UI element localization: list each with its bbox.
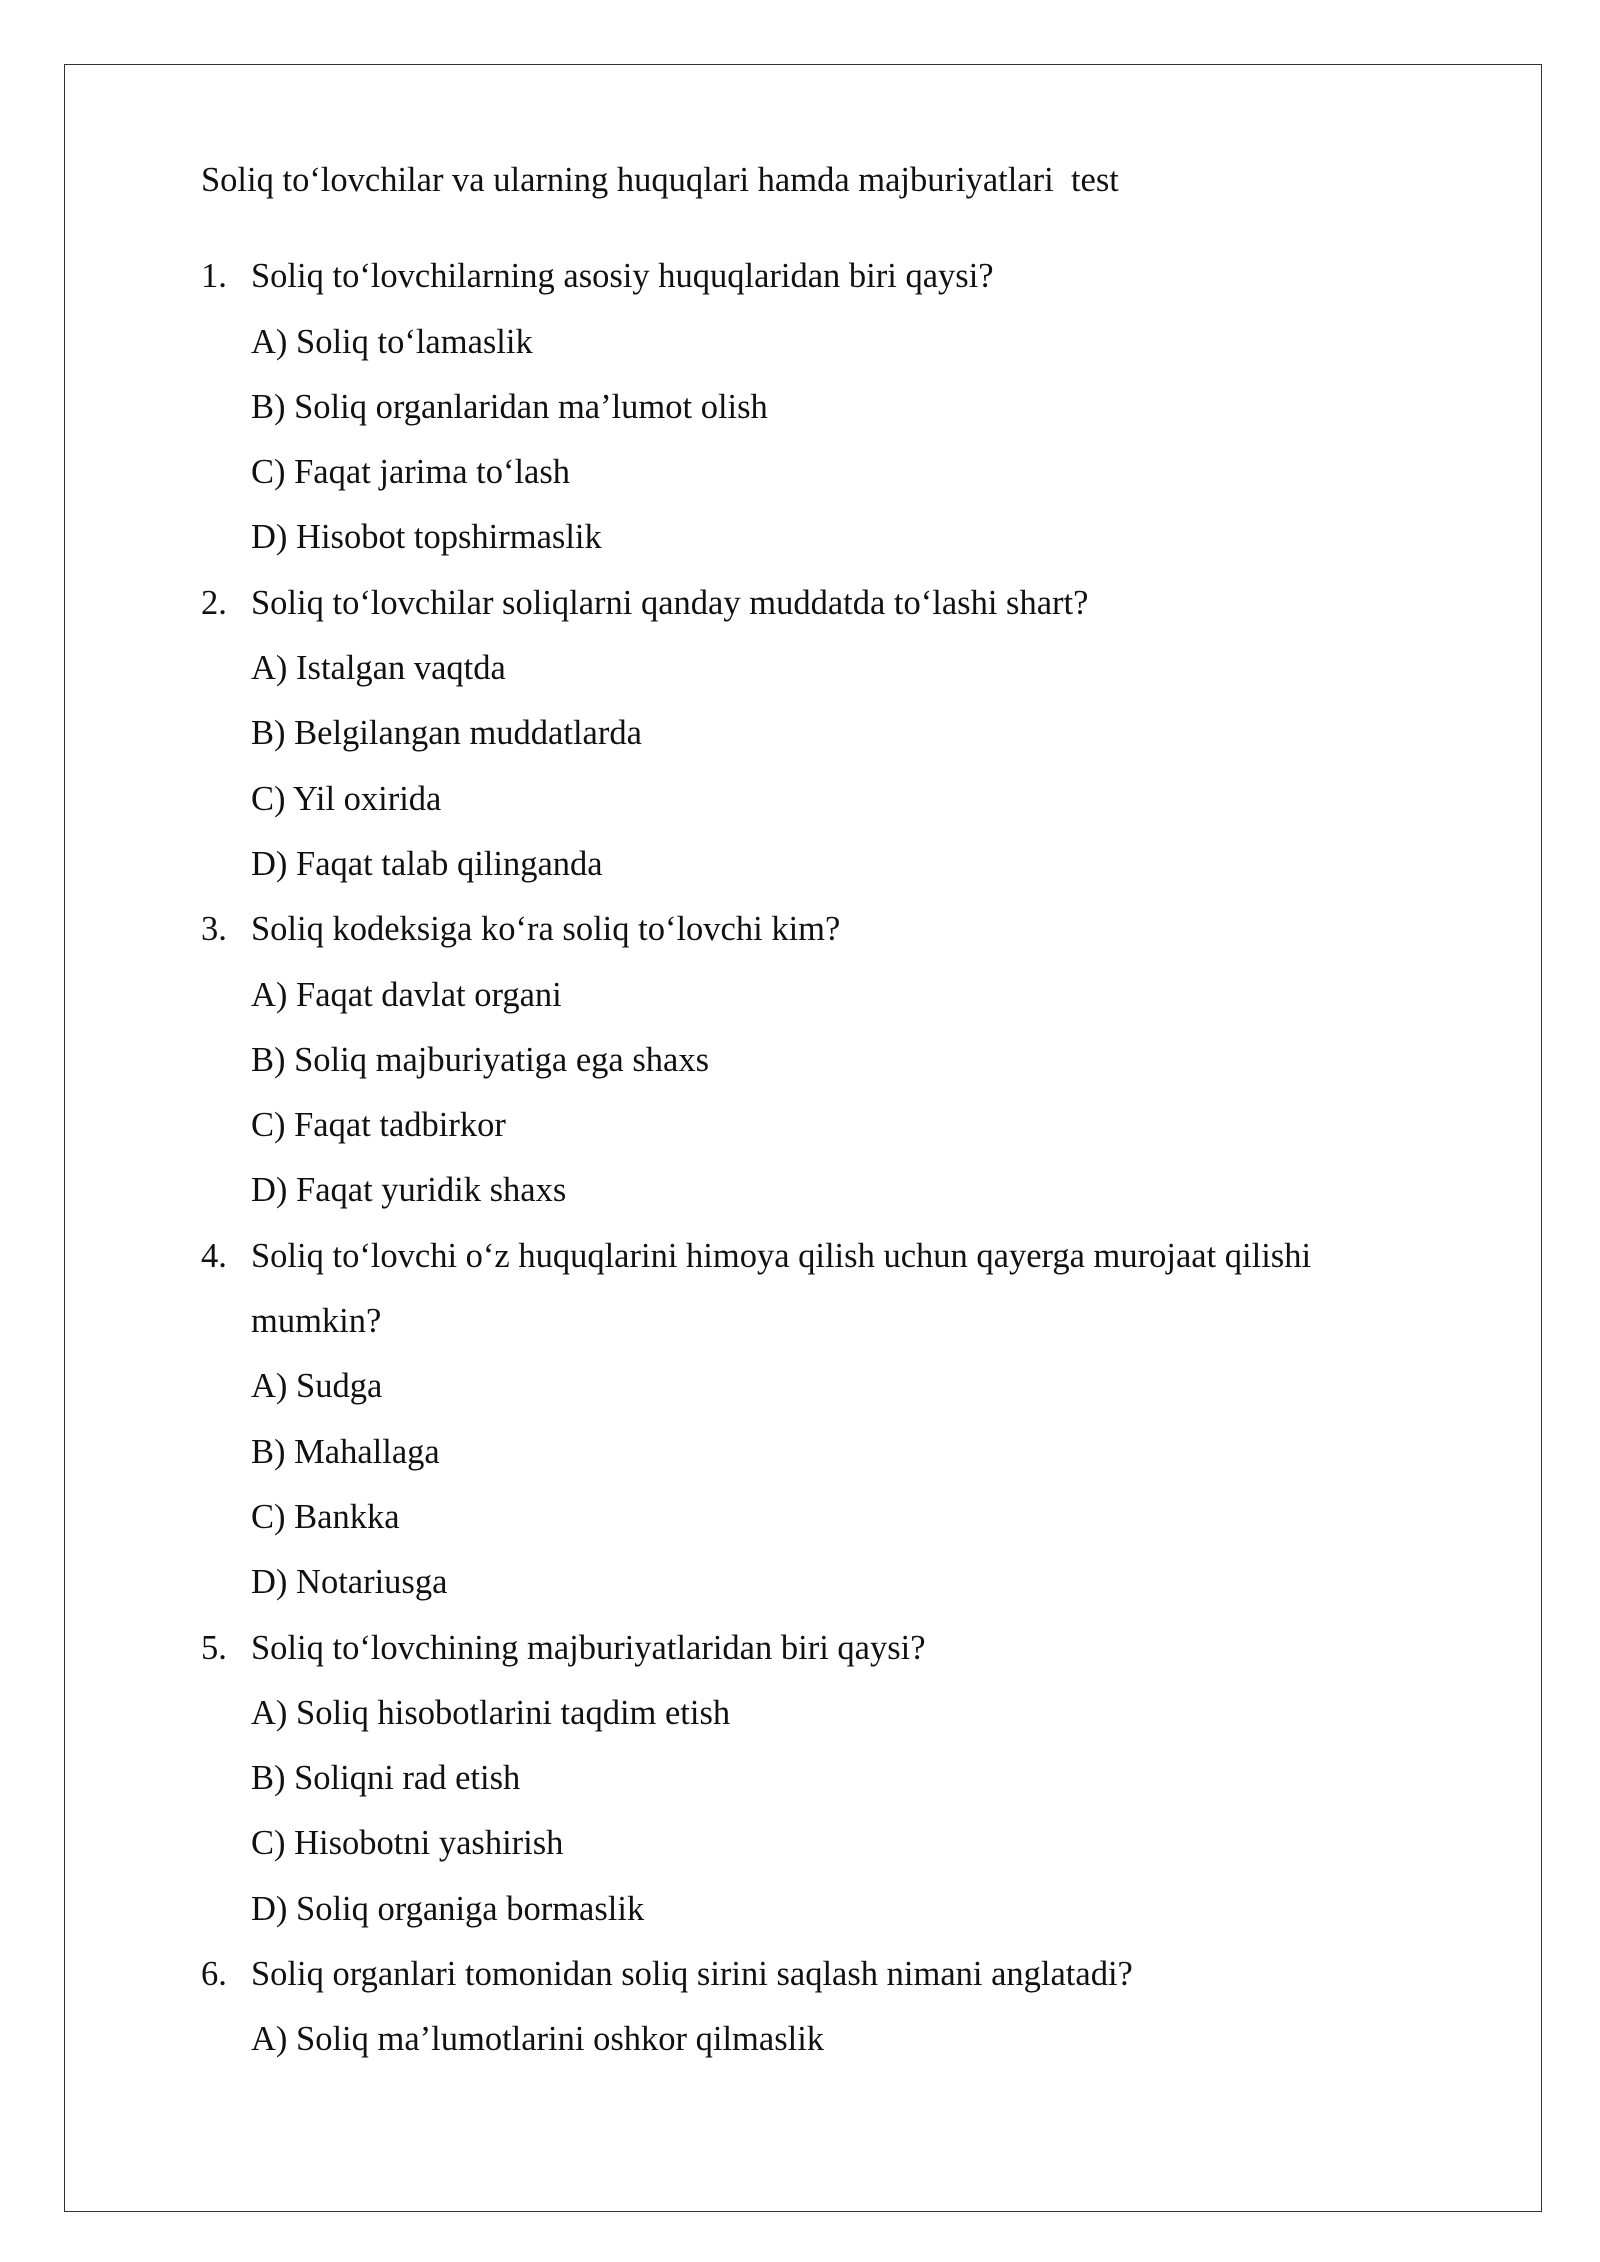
- question-text: Soliq to‘lovchining majburiyatlaridan biri qaysi?: [251, 1628, 926, 1667]
- document-body: [201, 148, 1441, 2073]
- answer-option: A) Faqat davlat organi: [251, 975, 562, 1014]
- answer-option: D) Hisobot topshirmaslik: [251, 518, 602, 557]
- answer-options: [251, 1681, 1441, 1942]
- question-text: Soliq to‘lovchilar soliqlarni qanday muddatda to‘lashi shart?: [251, 583, 1089, 622]
- answer-option: B) Soliqni rad etish: [251, 1759, 521, 1798]
- question-number: 1.: [201, 257, 227, 296]
- document-title: Soliq to‘lovchilar va ularning huquqlari hamda majburiyatlari test: [201, 161, 1119, 199]
- answer-option: C) Hisobotni yashirish: [251, 1824, 564, 1863]
- question-text: Soliq kodeksiga ko‘ra soliq to‘lovchi kim?: [251, 910, 841, 949]
- answer-option: A) Soliq ma’lumotlarini oshkor qilmaslik: [251, 2020, 825, 2059]
- question-text: Soliq to‘lovchilarning asosiy huquqlaridan biri qaysi?: [251, 257, 994, 296]
- answer-option: A) Soliq to‘lamaslik: [251, 322, 533, 361]
- question-text: Soliq to‘lovchi o‘z huquqlarini himoya qilish uchun qayerga murojaat qilishi mumkin?: [251, 1236, 1312, 1341]
- answer-option: A) Istalgan vaqtda: [251, 649, 506, 688]
- answer-option: D) Faqat yuridik shaxs: [251, 1171, 567, 1210]
- question-number: 2.: [201, 583, 227, 622]
- question-item: [201, 571, 1441, 897]
- question-text: Soliq organlari tomonidan soliq sirini saqlash nimani anglatadi?: [251, 1955, 1133, 1994]
- answer-option: B) Belgilangan muddatlarda: [251, 714, 642, 753]
- answer-option: B) Soliq majburiyatiga ega shaxs: [251, 1040, 710, 1079]
- answer-option: B) Mahallaga: [251, 1432, 440, 1471]
- question-number: 3.: [201, 910, 227, 949]
- question-item: [201, 1616, 1441, 1942]
- answer-option: C) Yil oxirida: [251, 779, 442, 818]
- answer-option: A) Sudga: [251, 1367, 383, 1406]
- question-item: [201, 1224, 1441, 1616]
- answer-option: D) Notariusga: [251, 1563, 448, 1602]
- answer-options: [251, 1354, 1441, 1615]
- answer-option: B) Soliq organlaridan ma’lumot olish: [251, 387, 768, 426]
- answer-option: C) Bankka: [251, 1497, 400, 1536]
- question-number: 5.: [201, 1628, 227, 1667]
- answer-option: C) Faqat tadbirkor: [251, 1106, 506, 1145]
- answer-option: D) Soliq organiga bormaslik: [251, 1889, 645, 1928]
- question-number: 6.: [201, 1955, 227, 1994]
- answer-options: [251, 310, 1441, 571]
- question-item: [201, 1942, 1441, 2073]
- question-number: 4.: [201, 1236, 227, 1275]
- answer-option: D) Faqat talab qilinganda: [251, 844, 603, 883]
- answer-option: A) Soliq hisobotlarini taqdim etish: [251, 1693, 731, 1732]
- question-item: [201, 897, 1441, 1223]
- answer-options: [251, 963, 1441, 1224]
- question-item: [201, 244, 1441, 570]
- question-list: [201, 244, 1441, 2072]
- answer-options: [251, 636, 1441, 897]
- answer-option: C) Faqat jarima to‘lash: [251, 453, 571, 492]
- answer-options: [251, 2007, 1441, 2072]
